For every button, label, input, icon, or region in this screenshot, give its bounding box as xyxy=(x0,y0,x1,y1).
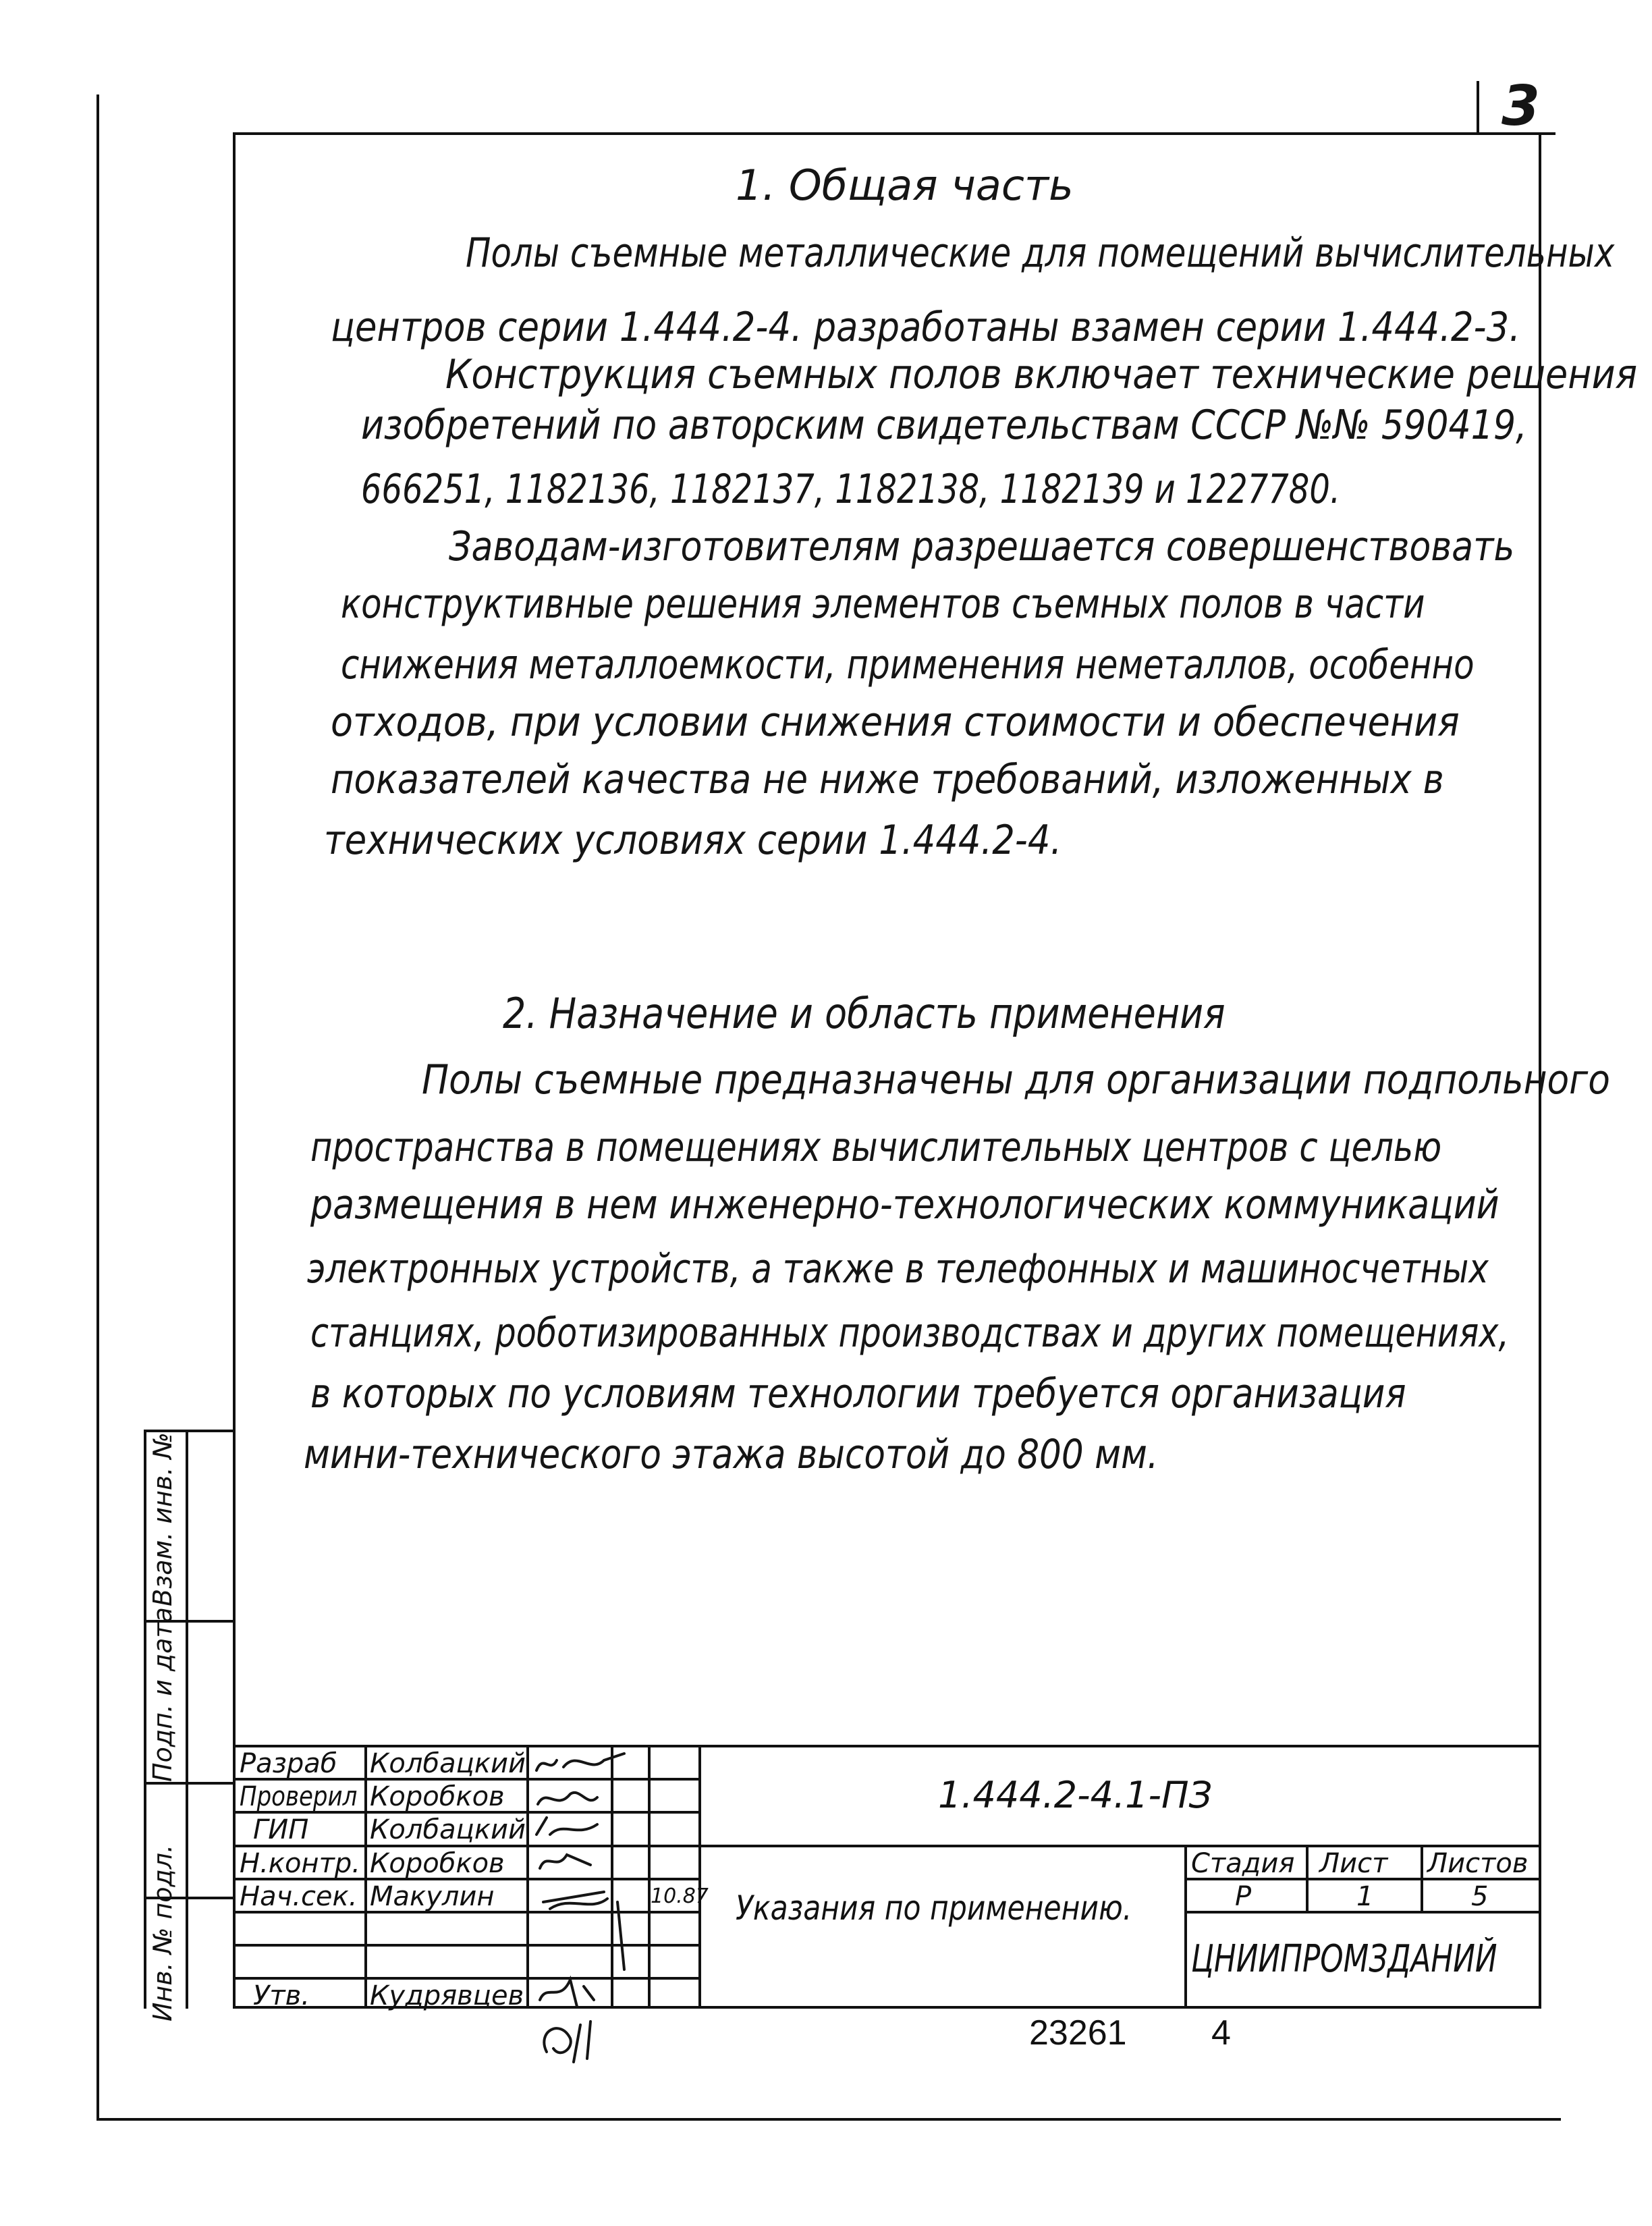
signature-graphic xyxy=(530,1747,631,2010)
section-2-line: пространства в помещениях вычислительных центров с целью xyxy=(310,1124,1442,1171)
section-1-heading: 1. Общая часть xyxy=(736,161,1074,210)
title-block-col-line xyxy=(364,1745,367,2009)
frame-top-border xyxy=(233,132,1555,135)
side-stamp-left-border xyxy=(144,1430,146,2009)
frame-left-border xyxy=(233,132,236,2009)
section-1-line: конструктивные решения элементов съемных полов в части xyxy=(341,580,1425,628)
sheets-value: 5 xyxy=(1471,1881,1489,1912)
document-title: Указания по применению. xyxy=(736,1889,1132,1928)
section-1-line: технических условиях серии 1.444.2-4. xyxy=(324,817,1062,864)
title-block-top-border xyxy=(233,1745,1541,1747)
outer-left-border xyxy=(97,94,99,2119)
section-2-heading: 2. Назначение и область применения xyxy=(503,989,1226,1038)
section-1-line: отходов, при условии снижения стоимости и обеспечения xyxy=(331,699,1460,746)
title-block-role: Проверил xyxy=(240,1781,358,1812)
side-stamp-divider xyxy=(144,1782,234,1785)
section-2-line: электронных устройств, а также в телефонных и машиносчетных xyxy=(307,1245,1489,1293)
title-block-role: ГИП xyxy=(253,1814,309,1845)
title-block-role: Нач.сек. xyxy=(240,1881,358,1912)
title-block-col-line xyxy=(526,1745,529,2009)
section-1-line: показателей качества не ниже требований, изложенных в xyxy=(331,756,1444,803)
section-1-line: Полы съемные металлические для помещений вычислительных xyxy=(466,229,1615,277)
title-block-col-line xyxy=(1421,1845,1423,1911)
title-block-role: Разраб xyxy=(240,1748,337,1779)
title-block-name: Кудрявцев xyxy=(370,1980,524,2011)
stage-value: Р xyxy=(1235,1881,1252,1912)
organization-name: ЦНИИПРОМЗДАНИЙ xyxy=(1191,1937,1497,1981)
title-block-col-line xyxy=(648,1745,651,2009)
archive-number: 23261 xyxy=(1029,2013,1127,2053)
signature-graphic xyxy=(533,2011,614,2065)
section-1-line: центров серии 1.444.2-4. разработаны взамен серии 1.444.2-3. xyxy=(331,304,1520,351)
section-1-line: Заводам-изготовителям разрешается совершенствовать xyxy=(449,523,1515,570)
title-block-name: Коробков xyxy=(370,1848,505,1879)
section-2-line: Полы съемные предназначены для организации подпольного xyxy=(422,1056,1610,1104)
copy-number: 4 xyxy=(1211,2013,1231,2053)
side-stamp-vzam-inv: Взам. инв. № xyxy=(148,1432,177,1606)
section-2-line: в которых по условиям технологии требуется организация xyxy=(310,1370,1406,1417)
title-block-name: Макулин xyxy=(370,1881,495,1912)
page-number: 3 xyxy=(1502,74,1541,138)
outer-bottom-border xyxy=(97,2118,1561,2121)
section-1-line: Конструкция съемных полов включает технические решения xyxy=(445,351,1638,398)
section-1-line: 666251, 1182136, 1182137, 1182138, 1182139 и 1227780. xyxy=(361,466,1341,513)
sheets-label: Листов xyxy=(1427,1848,1529,1879)
side-stamp-inv-podl: Инв. № подл. xyxy=(148,1844,177,2021)
title-block-col-line xyxy=(1184,1845,1187,2009)
side-stamp-mid-border xyxy=(186,1430,188,2009)
sheet-value: 1 xyxy=(1356,1881,1374,1912)
stage-label: Стадия xyxy=(1191,1848,1295,1879)
title-block-name: Колбацкий xyxy=(370,1748,526,1779)
section-2-line: мини-технического этажа высотой до 800 мм. xyxy=(304,1431,1159,1478)
title-block-name: Коробков xyxy=(370,1781,505,1812)
section-1-line: снижения металлоемкости, применения неметаллов, особенно xyxy=(341,641,1475,688)
section-2-line: размещения в нем инженерно-технологических коммуникаций xyxy=(310,1181,1499,1228)
section-2-line: станциях, роботизированных производствах и других помещениях, xyxy=(310,1309,1510,1357)
title-block-role: Н.контр. xyxy=(240,1848,360,1879)
sheet-label: Лист xyxy=(1319,1848,1388,1879)
page-number-separator xyxy=(1477,81,1479,135)
document-designation: 1.444.2-4.1-ПЗ xyxy=(938,1774,1213,1816)
title-block-date: 10.87 xyxy=(651,1884,709,1908)
section-1-line: изобретений по авторским свидетельствам СССР №№ 590419, xyxy=(361,402,1527,449)
side-stamp-podp-data: Подп. и дата xyxy=(148,1607,177,1782)
title-block-name: Колбацкий xyxy=(370,1814,526,1845)
title-block-role: Утв. xyxy=(253,1980,310,2011)
title-block-col-line xyxy=(698,1745,701,2009)
title-block-col-line xyxy=(1306,1845,1309,1911)
